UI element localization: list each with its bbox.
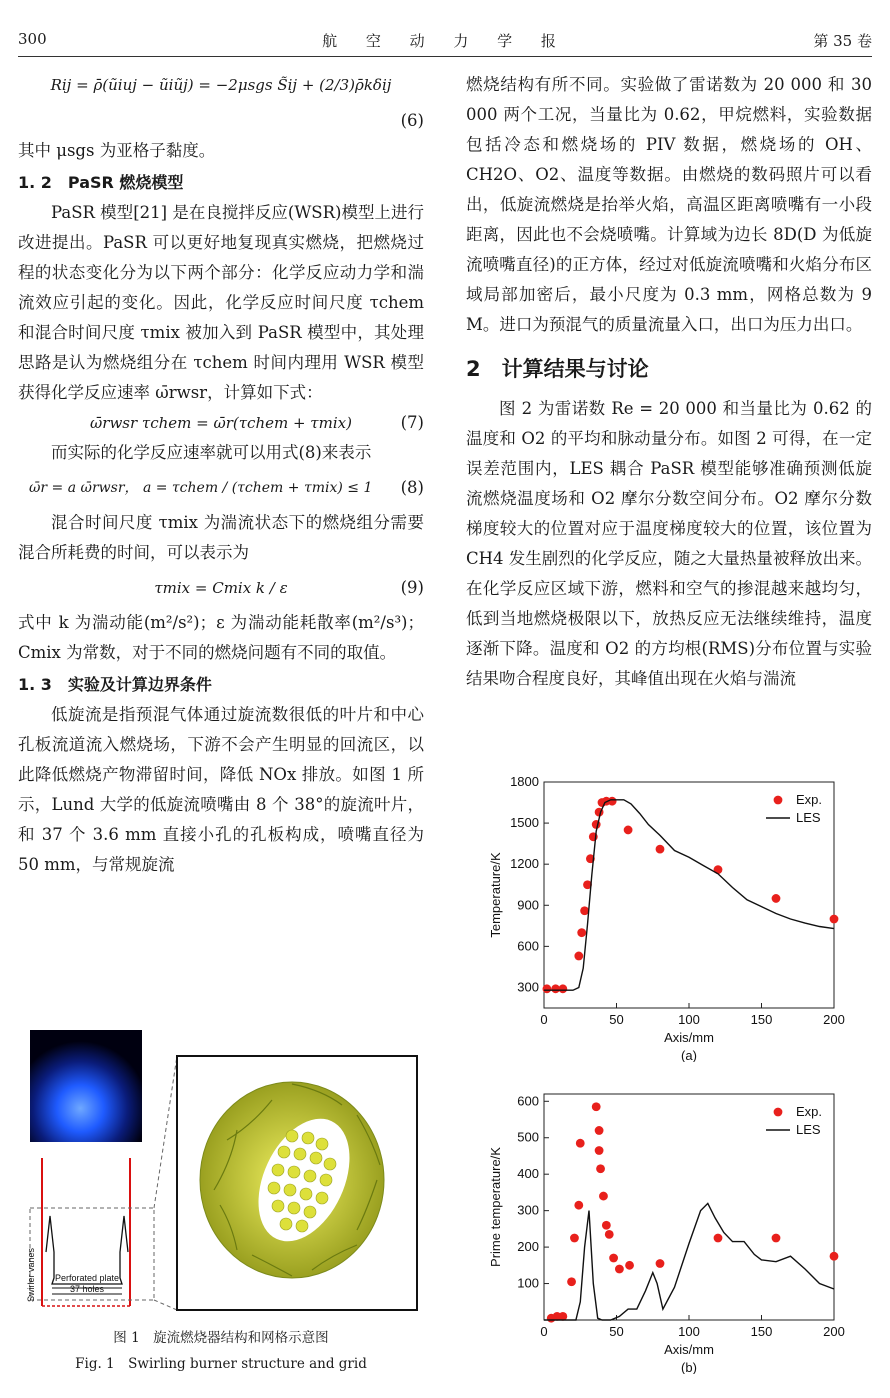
y-axis-label: Prime temperature/K bbox=[488, 1147, 503, 1267]
right-column bbox=[466, 70, 872, 694]
equation-8: ω̄r = a ω̄rwsr， a = τchem / (τchem + τmix) ≤ 1 (8) bbox=[29, 478, 424, 497]
data-point-exp bbox=[574, 952, 583, 961]
paragraph-exp: 低旋流是指预混气体通过旋流数很低的叶片和中心孔板流道流入燃烧场，下游不会产生明显的回流区，以此降低燃烧产物滞留时间，降低 NOx 排放。如图 1 所示，Lund 大学的低旋流喷嘴由 8 个 38°的旋流叶片，和 37 个 3.6 mm 直接小孔的孔板构成，喷嘴直径为 50 mm，与常规旋流 bbox=[18, 705, 424, 874]
paragraph-results: 图 2 为雷诺数 Re = 20 000 和当量比为 0.62 的温度和 O2 的平均和脉动量分布。如图 2 可得，在一定误差范围内，LES 耦合 PaSR 模型能够准确预测低旋流燃烧温度场和 O2 摩尔分数空间分布。O2 摩尔分数梯度较大的位置对应于温度梯度较大的位置，该位置为 CH4 发生剧烈的化学反应，随之大量热量被释放出来。在化学反应区域下游，燃料和空气的掺混越来越均匀，低到当地燃烧极限以下，放热反应无法继续维持，温度逐渐下降。温度和 O2 的方均根(RMS)分布位置与实验结果吻合程度良好，其峰值出现在火焰与湍流 bbox=[466, 399, 872, 688]
data-point-exp bbox=[570, 1234, 579, 1243]
x-axis-label: Axis/mm bbox=[664, 1342, 714, 1357]
series-line-les bbox=[544, 1203, 834, 1320]
data-point-exp bbox=[772, 894, 781, 903]
data-point-exp bbox=[580, 906, 589, 915]
y-tick-label: 600 bbox=[517, 1093, 539, 1109]
equation-9: τmix = Cmix k / ε (9) bbox=[154, 578, 424, 597]
data-point-exp bbox=[599, 1192, 608, 1201]
section-2-heading: 2 计算结果与讨论 bbox=[466, 357, 649, 381]
header-rule bbox=[18, 56, 872, 57]
legend-marker-swatch bbox=[774, 1108, 783, 1117]
equation-7: ω̄rwsr τchem = ω̄r(τchem + τmix) (7) bbox=[90, 413, 424, 432]
data-point-exp bbox=[567, 1277, 576, 1286]
data-point-exp bbox=[543, 984, 552, 993]
legend-label: LES bbox=[796, 810, 821, 825]
legend-marker-swatch bbox=[774, 796, 783, 805]
running-header bbox=[18, 30, 872, 56]
x-axis-label: Axis/mm bbox=[664, 1030, 714, 1045]
y-tick-label: 200 bbox=[517, 1239, 539, 1255]
chart-prime-temperature bbox=[484, 1082, 854, 1374]
data-point-exp bbox=[772, 1234, 781, 1243]
paragraph-k: 式中 k 为湍动能(m²/s²)；ε 为湍动能耗散率(m²/s³)；Cmix 为常数，对于不同的燃烧问题有不同的取值。 bbox=[18, 613, 424, 662]
data-point-exp bbox=[625, 1261, 634, 1270]
left-column bbox=[18, 70, 424, 880]
data-point-exp bbox=[592, 1102, 601, 1111]
data-point-exp bbox=[624, 826, 633, 835]
y-tick-label: 900 bbox=[517, 897, 539, 913]
label-perforated-plate: Perforated plate bbox=[55, 1273, 120, 1283]
volume-label: 第 35 卷 bbox=[813, 32, 872, 50]
y-axis-label: Temperature/K bbox=[488, 852, 503, 938]
data-point-exp bbox=[592, 820, 601, 829]
y-tick-label: 300 bbox=[517, 1202, 539, 1218]
x-tick-label: 100 bbox=[678, 1324, 700, 1339]
data-point-exp bbox=[714, 1234, 723, 1243]
paragraph-continued: 燃烧结构有所不同。实验做了雷诺数为 20 000 和 30 000 两个工况，当量比为 0.62，甲烷燃料，实验数据包括冷态和燃烧场的 PIV 数据，燃烧场的 OH、CH2O、O2、温度等数据。由燃烧的数码照片可以看出，低旋流燃烧是抬举火焰，高温区距离喷嘴有一小段距离，因此也不会烧喷嘴。计算域为边长 8D(D 为低旋流喷嘴直径)的正方体，经过对低旋流喷嘴和火焰分布区域局部加密后，最小尺度为 0.3 mm，网格总数为 9 M。进口为预混气的质量流量入口，出口为压力出口。 bbox=[466, 75, 872, 334]
paragraph-eq8: 而实际的化学反应速率就可以用式(8)来表示 bbox=[51, 443, 372, 462]
flame-photo bbox=[30, 1030, 142, 1142]
plot-frame bbox=[544, 782, 834, 1008]
data-point-exp bbox=[595, 1146, 604, 1155]
x-tick-label: 150 bbox=[750, 1012, 773, 1027]
mesh-render bbox=[200, 1082, 384, 1278]
journal-title: 航 空 动 力 学 报 bbox=[322, 32, 568, 50]
y-tick-label: 100 bbox=[517, 1275, 539, 1291]
panel-label: (b) bbox=[681, 1360, 697, 1374]
y-tick-label: 300 bbox=[517, 979, 539, 995]
section-1-2-heading: 1. 2 PaSR 燃烧模型 bbox=[18, 173, 184, 192]
equation-6-number: (6) bbox=[400, 111, 424, 130]
y-tick-label: 1200 bbox=[510, 856, 539, 872]
x-tick-label: 100 bbox=[678, 1012, 700, 1027]
data-point-exp bbox=[609, 1254, 618, 1263]
x-tick-label: 0 bbox=[540, 1012, 548, 1027]
x-tick-label: 150 bbox=[750, 1324, 773, 1339]
x-tick-label: 200 bbox=[823, 1012, 845, 1027]
y-tick-label: 1800 bbox=[510, 774, 539, 789]
data-point-exp bbox=[656, 1259, 665, 1268]
y-tick-label: 400 bbox=[517, 1166, 539, 1182]
label-swirler-vanes: Swirler vanes bbox=[26, 1247, 36, 1302]
y-tick-label: 500 bbox=[517, 1129, 539, 1145]
figure-1-caption-cn: 图 1 旋流燃烧器结构和网格示意图 bbox=[113, 1330, 329, 1346]
chart-temperature bbox=[484, 770, 854, 1062]
data-point-exp bbox=[830, 1252, 839, 1261]
data-point-exp bbox=[595, 1126, 604, 1135]
data-point-exp bbox=[576, 1139, 585, 1148]
figure-1 bbox=[22, 1030, 420, 1315]
section-1-3-heading: 1. 3 实验及计算边界条件 bbox=[18, 675, 212, 694]
data-point-exp bbox=[830, 915, 839, 924]
x-tick-label: 50 bbox=[609, 1324, 624, 1339]
data-point-exp bbox=[656, 845, 665, 854]
equation-6: Rij = ρ̄(ũiuj − ũiũj) = −2μsgs S̃ij + (2/3)ρ̄kδij bbox=[50, 76, 392, 94]
plot-frame bbox=[544, 1094, 834, 1320]
burner-schematic bbox=[26, 1158, 154, 1306]
panel-label: (a) bbox=[681, 1048, 697, 1062]
data-point-exp bbox=[596, 1164, 605, 1173]
paragraph-sgs: 其中 μsgs 为亚格子黏度。 bbox=[18, 141, 216, 160]
legend-label: Exp. bbox=[796, 1104, 823, 1119]
data-point-exp bbox=[558, 984, 567, 993]
data-point-exp bbox=[602, 1221, 611, 1230]
legend-label: LES bbox=[796, 1122, 821, 1137]
page-number: 300 bbox=[18, 30, 47, 48]
paragraph-pasr: PaSR 模型[21] 是在良搅拌反应(WSR)模型上进行改进提出。PaSR 可以更好地复现真实燃烧，把燃烧过程的状态变化分为以下两个部分：化学反应动力学和湍流效应引起的变化。因此，化学反应时间尺度 τchem 和混合时间尺度 τmix 被加入到 PaSR 模型中，其处理思路是认为燃烧组分在 τchem 时间内理用 WSR 模型获得化学反应速率 ω̄rwsr，计算如下式： bbox=[18, 203, 424, 402]
paragraph-mix: 混合时间尺度 τmix 为湍流状态下的燃烧组分需要混合所耗费的时间，可以表示为 bbox=[18, 513, 424, 562]
figure-1-caption-en: Fig. 1 Swirling burner structure and grid bbox=[75, 1356, 367, 1372]
data-point-exp bbox=[615, 1265, 624, 1274]
data-point-exp bbox=[605, 1230, 614, 1239]
data-point-exp bbox=[574, 1201, 583, 1210]
label-37-holes: 37 holes bbox=[70, 1284, 105, 1294]
data-point-exp bbox=[577, 928, 586, 937]
y-tick-label: 1500 bbox=[510, 815, 539, 831]
x-tick-label: 0 bbox=[540, 1324, 548, 1339]
series-line-les bbox=[544, 800, 834, 990]
x-tick-label: 50 bbox=[609, 1012, 624, 1027]
legend-label: Exp. bbox=[796, 792, 823, 807]
y-tick-label: 600 bbox=[517, 938, 539, 954]
x-tick-label: 200 bbox=[823, 1324, 845, 1339]
